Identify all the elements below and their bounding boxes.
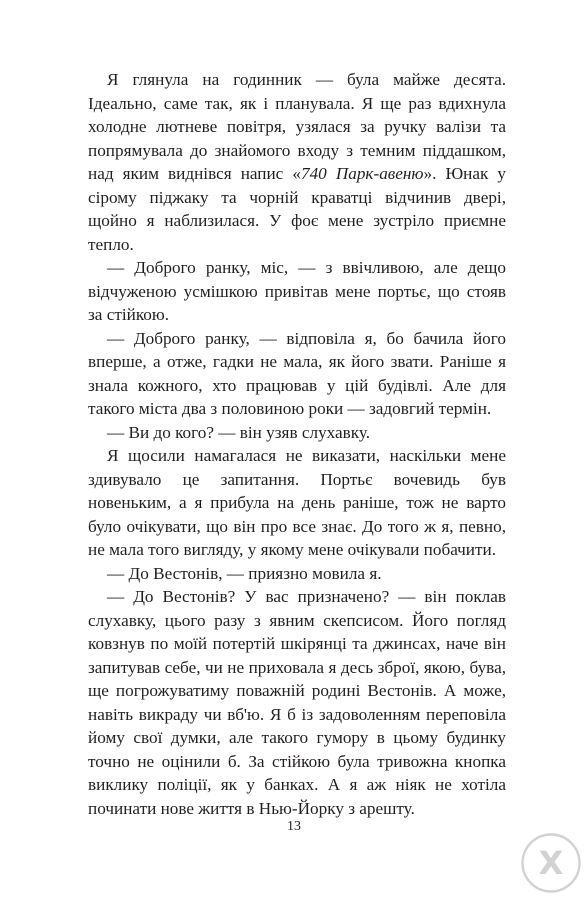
paragraph-1-before: Я глянула на годинник — була майже десята. Ідеально, саме так, як і планувала. Я ще раз вдихнула холодне лютневе повітря, узялася за ручку валізи та попрямувала до знайомого входу з темним піддашком, над яким виднівся напис « (88, 70, 506, 183)
body-text (88, 68, 506, 820)
paragraph-6: — До Вестонів, — приязно мовила я. (107, 563, 382, 583)
address-emphasis: 740 Парк-авеню (300, 164, 424, 183)
paragraph-4: — Ви до кого? — він узяв слухавку. (107, 422, 371, 442)
paragraph-3: — Доброго ранку, — відповіла я, бо бачила його вперше, а отже, гадки не мала, як його звати. Раніше я знала кожного, хто працював у цій будівлі. Але для такого міста два з половиною роки — задовгий термін. (88, 328, 506, 418)
paragraph-7: — До Вестонів? У вас призначено? — він поклав слухавку, цього разу з явним скепсисом. Його погляд ковзнув по моїй потертій шкірянці та джинсах, наче він запитував себе, чи не приховала я десь зброї, якою, бува, ще погрожуватиму поважній родині Вестонів. А може, навіть викраду чи вб'ю. Я б із задоволенням переповіла йому свої думки, але такого гумору в цьому будинку точно не оцінили б. За стійкою була тривожна кнопка виклику поліції, як у банках. А я аж ніяк не хотіла починати нове життя в Нью-Йорку з арешту. (88, 587, 506, 818)
svg-text:Х: Х (538, 844, 564, 882)
paragraph-1-after: ». Юнак у сірому піджаку та чорній краватці відчинив двері, щойно я наблизилася. У фоє мене зустріло приємне тепло. (88, 164, 506, 254)
page-number: 13 (287, 819, 301, 834)
paragraph-5: Я щосили намагалася не виказати, наскільки мене здивувало це запитання. Портьє вочевидь був новеньким, а я прибула на день раніше, тож не варто було очікувати, що він про все знає. До того ж я, певно, не мала того вигляду, у якому мене очікували побачити. (88, 446, 506, 559)
publisher-watermark-icon (520, 832, 582, 894)
paragraph-2: — Доброго ранку, міс, — з ввічливою, але дещо відчуженою усмішкою привітав мене портьє, що стояв за стійкою. (88, 258, 506, 324)
paragraph-1 (88, 68, 506, 256)
